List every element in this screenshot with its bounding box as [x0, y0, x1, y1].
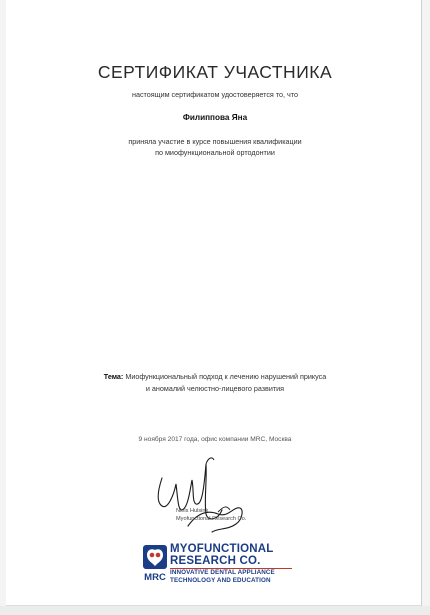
description-line-1: приняла участие в курсе повышения квалификации: [128, 137, 302, 146]
topic-line-1: [0, 372, 430, 381]
date-place: 9 ноября 2017 года, офис компании MRC, Москва: [138, 436, 292, 443]
mrc-logo: [142, 543, 292, 589]
logo-name-line-2: RESEARCH CO.: [170, 555, 261, 567]
certificate-title: СЕРТИФИКАТ УЧАСТНИКА: [97, 62, 333, 82]
logo-tagline-line-2: TECHNOLOGY AND EDUCATION: [170, 577, 271, 584]
certificate-subtitle: настоящим сертификатом удостоверяется то, что: [132, 90, 298, 99]
logo-name-line-1: MYOFUNCTIONAL: [170, 543, 274, 555]
signatory-name: Niels Hulsink: [176, 508, 209, 514]
mrc-mark-text: MRC: [144, 572, 166, 583]
topic-line-2: и аномалий челюстно-лицевого развития: [145, 384, 285, 393]
mrc-emblem-icon: [142, 543, 168, 583]
page-edge: [0, 606, 430, 615]
topic-text-1: Миофункциональный подход к лечению нарушений прикуса: [125, 372, 327, 381]
logo-tagline-line-1: INNOVATIVE DENTAL APPLIANCE: [170, 569, 275, 576]
description-line-2: по миофункциональной ортодонтии: [155, 148, 275, 157]
signatory-organization: Myofunctional Research Co.: [176, 516, 247, 522]
recipient-name: Филиппова Яна: [182, 113, 248, 122]
topic-label: Тема:: [103, 372, 124, 381]
signature-image: [148, 450, 258, 540]
